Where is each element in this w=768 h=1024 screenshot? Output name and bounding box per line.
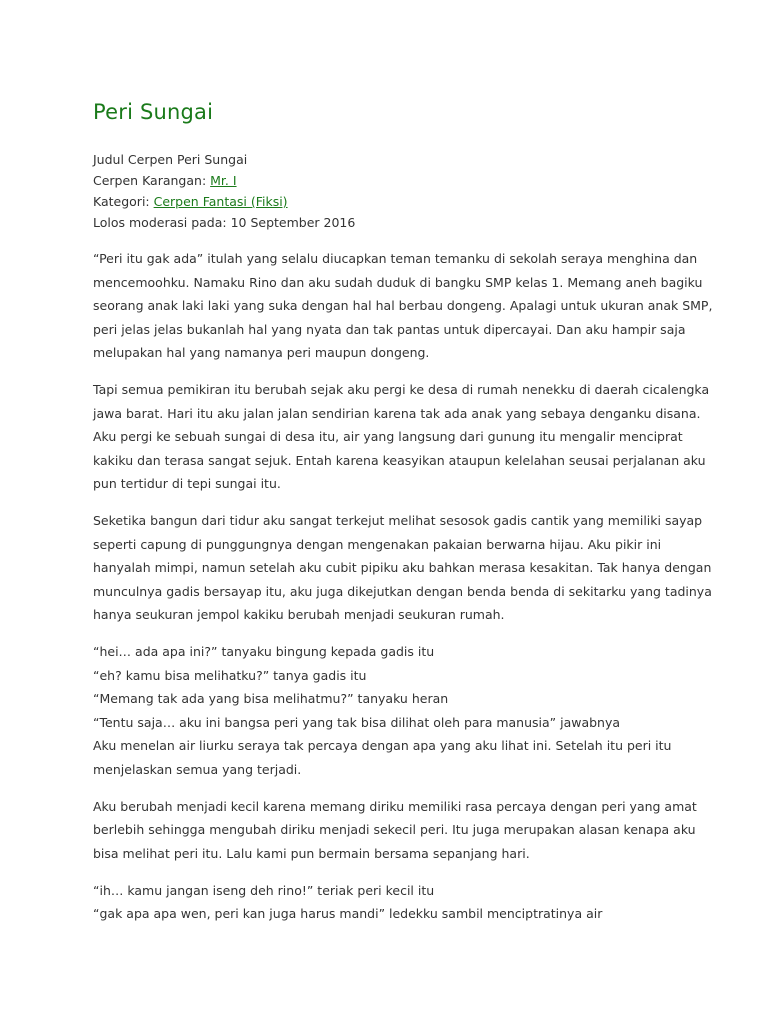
story-line: berlebih sehingga mengubah diriku menjadi sekecil peri. Itu juga merupakan alasan kenapa aku (93, 822, 696, 837)
article-title: Peri Sungai (93, 100, 214, 124)
story-line: “hei… ada apa ini?” tanyaku bingung kepada gadis itu (93, 644, 435, 659)
category-link[interactable]: Cerpen Fantasi (Fiksi) (153, 194, 288, 209)
story-line: jawa barat. Hari itu aku jalan jalan sendirian karena tak ada anak yang sebaya denganku disana. (93, 405, 701, 421)
story-line: peri jelas jelas bukanlah hal yang nyata dan tak pantas untuk dipercayai. Dan aku hampir saja (93, 321, 686, 337)
story-line: melupakan hal yang namanya peri maupun dongeng. (93, 345, 430, 360)
story-line: “Memang tak ada yang bisa melihatmu?” tanyaku heran (93, 691, 449, 706)
meta-karangan-label: Cerpen Karangan: (93, 173, 211, 188)
story-line: mencemoohku. Namaku Rino dan aku sudah duduk di bangku SMP kelas 1. Memang aneh bagiku (93, 274, 703, 290)
story-line: munculnya gadis bersayap itu, aku juga dikejutkan dengan benda benda di sekitarku yang tadinya (93, 583, 712, 599)
story-paragraph (93, 640, 693, 781)
story-paragraph (93, 795, 697, 866)
meta-moderasi: Lolos moderasi pada: 10 September 2016 (93, 215, 356, 230)
story-line: Tapi semua pemikiran itu berubah sejak aku pergi ke desa di rumah nenekku di daerah cicalengka (93, 382, 710, 397)
story-line: “eh? kamu bisa melihatku?” tanya gadis itu (93, 667, 367, 683)
story-line: “Peri itu gak ada” itulah yang selalu diucapkan teman temanku di sekolah seraya menghina dan (93, 251, 698, 266)
meta-kategori-label: Kategori: (93, 194, 154, 209)
article-meta (93, 149, 355, 233)
story-paragraph (93, 378, 710, 496)
story-body (93, 247, 713, 939)
story-line: hanyalah mimpi, namun setelah aku cubit pipiku aku bahkan merasa kesakitan. Tak hanya dengan (93, 560, 712, 575)
author-link[interactable]: Mr. I (210, 173, 237, 188)
story-line: “Tentu saja… aku ini bangsa peri yang tak bisa dilihat oleh para manusia” jawabnya (93, 714, 621, 730)
story-line: menjelaskan semua yang terjadi. (93, 761, 302, 777)
story-line: Aku menelan air liurku seraya tak percaya dengan apa yang aku lihat ini. Setelah itu peri itu (93, 738, 672, 753)
meta-judul: Judul Cerpen Peri Sungai (93, 152, 248, 167)
story-line: Aku pergi ke sebuah sungai di desa itu, air yang langsung dari gunung itu mengalir menciprat (93, 429, 683, 444)
story-line: seorang anak laki laki yang suka dengan hal hal berbau dongeng. Apalagi untuk ukuran anak SMP, (93, 298, 713, 313)
story-paragraph (93, 247, 713, 365)
story-paragraph (93, 509, 712, 627)
story-line: bisa melihat peri itu. Lalu kami pun bermain bersama sepanjang hari. (93, 845, 530, 861)
story-line: “gak apa apa wen, peri kan juga harus mandi” ledekku sambil menciptratinya air (93, 906, 603, 921)
meta-kategori (93, 191, 355, 212)
story-line: seperti capung di punggungnya dengan mengenakan pakaian berwarna hijau. Aku pikir ini (93, 536, 662, 552)
story-line: Aku berubah menjadi kecil karena memang diriku memiliki rasa percaya dengan peri yang amat (93, 798, 697, 814)
meta-karangan (93, 170, 355, 191)
story-line: kakiku dan terasa sangat sejuk. Entah karena keasyikan ataupun kelelahan seusai perjalanan aku (93, 452, 706, 468)
story-line: “ih… kamu jangan iseng deh rino!” teriak peri kecil itu (93, 882, 435, 898)
story-line: hanya seukuran jempol kakiku berubah menjadi seukuran rumah. (93, 607, 505, 622)
story-line: Seketika bangun dari tidur aku sangat terkejut melihat sesosok gadis cantik yang memiliki sayap (93, 513, 703, 528)
story-line: pun tertidur di tepi sungai itu. (93, 476, 281, 491)
story-paragraph (93, 879, 693, 926)
